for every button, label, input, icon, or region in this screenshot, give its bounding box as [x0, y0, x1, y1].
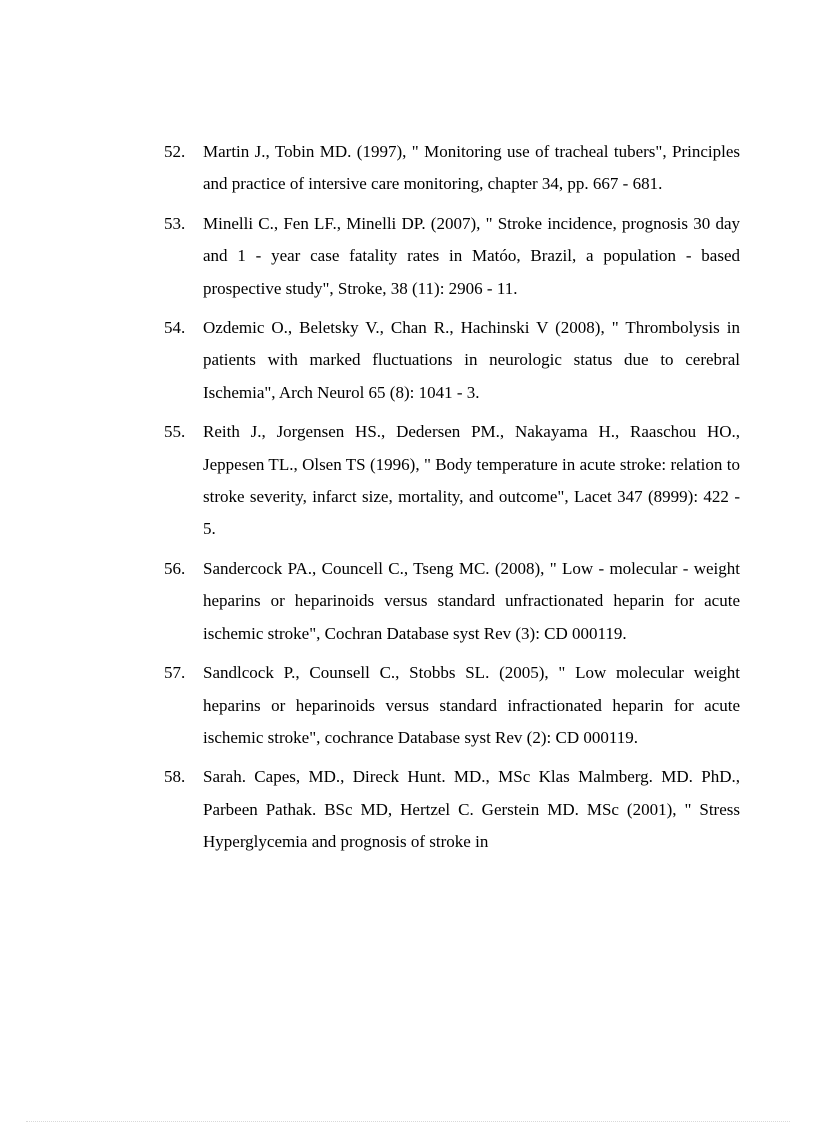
- reference-number: 55.: [164, 422, 186, 442]
- reference-number: 56.: [164, 558, 186, 578]
- reference-number: 53.: [164, 213, 186, 233]
- reference-text: Ozdemic O., Beletsky V., Chan R., Hachinski V (2008), " Thrombolysis in patients with marked fluctuations in neurologic status due to cerebral Ischemia", Arch Neurol 65 (8): 1041 - 3.: [203, 318, 740, 402]
- reference-text: Sarah. Capes, MD., Direck Hunt. MD., MSc Klas Malmberg. MD. PhD., Parbeen Pathak. BSc MD, Hertzel C. Gerstein MD. MSc (2001), " Stress Hyperglycemia and prognosis of stroke in: [203, 767, 740, 852]
- reference-list: [164, 136, 740, 866]
- page-bottom-divider: [26, 1121, 790, 1122]
- reference-item: [164, 136, 740, 201]
- reference-item: [164, 657, 740, 754]
- reference-number: 54.: [164, 318, 186, 338]
- reference-text: Sandlcock P., Counsell C., Stobbs SL. (2005), " Low molecular weight heparins or heparinoids versus standard infractionated heparin for acute ischemic stroke", cochrance Database syst Rev (2): CD 000119.: [203, 663, 740, 747]
- reference-number: 52.: [164, 142, 186, 161]
- reference-item: [164, 761, 740, 858]
- reference-item: [164, 416, 740, 546]
- reference-item: [164, 553, 740, 650]
- reference-text: Sandercock PA., Councell C., Tseng MC. (2008), " Low - molecular - weight heparins or heparinoids versus standard unfractionated heparin for acute ischemic stroke", Cochran Database syst Rev (3): CD 000119.: [203, 558, 740, 643]
- reference-item: [164, 312, 740, 409]
- reference-number: 57.: [164, 663, 186, 683]
- reference-number: 58.: [164, 767, 186, 787]
- reference-text: Reith J., Jorgensen HS., Dedersen PM., Nakayama H., Raaschou HO., Jeppesen TL., Olsen TS (1996), " Body temperature in acute stroke: relation to stroke severity, infarct size, mortality, and outcome", Lacet 347 (8999): 422 - 5.: [203, 422, 740, 539]
- reference-text: Martin J., Tobin MD. (1997), " Monitoring use of tracheal tubers", Principles and practice of intersive care monitoring, chapter 34, pp. 667 - 681.: [203, 142, 740, 194]
- reference-text: Minelli C., Fen LF., Minelli DP. (2007), " Stroke incidence, prognosis 30 day and 1 - year case fatality rates in Matóo, Brazil, a population - based prospective study", Stroke, 38 (11): 2906 - 11.: [203, 213, 740, 298]
- reference-item: [164, 208, 740, 305]
